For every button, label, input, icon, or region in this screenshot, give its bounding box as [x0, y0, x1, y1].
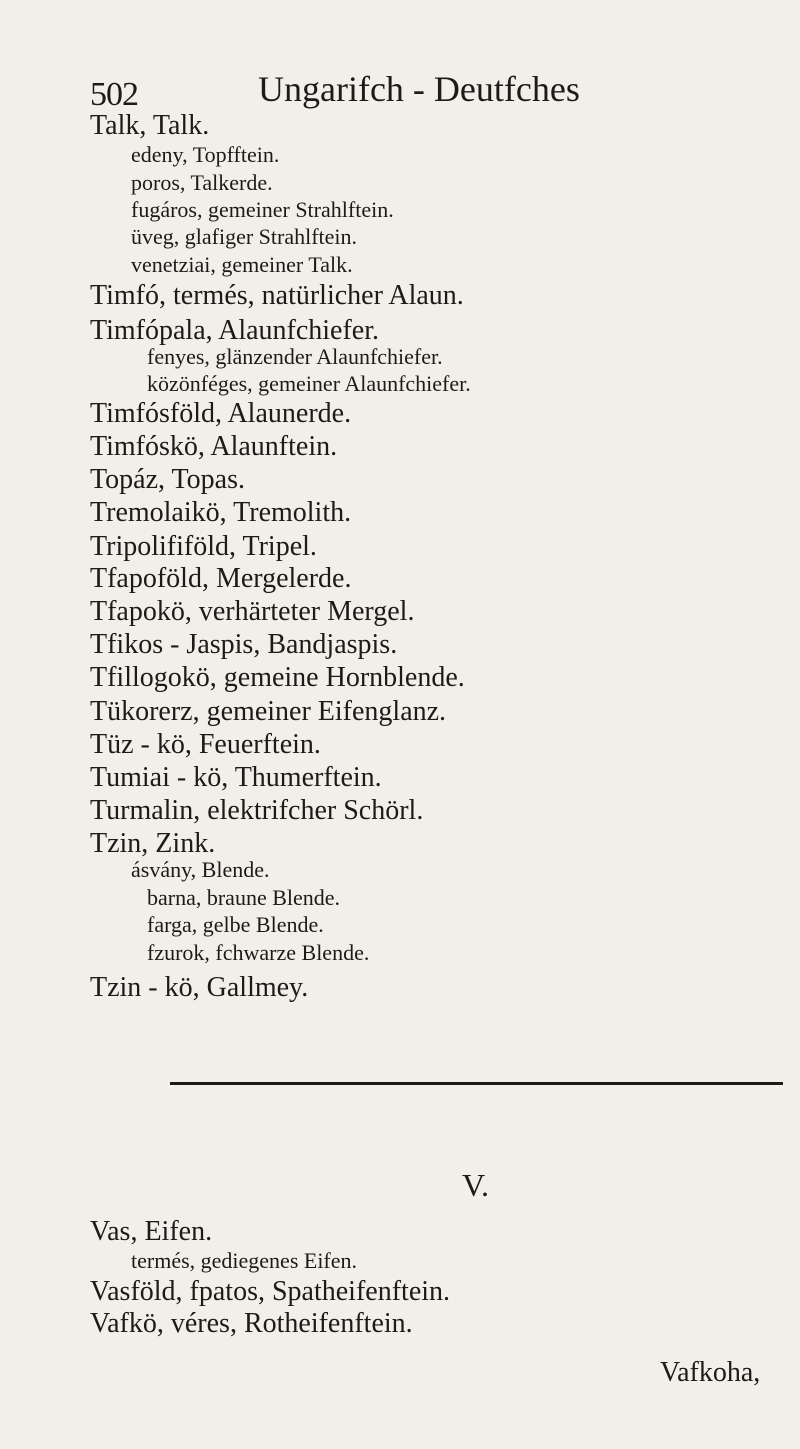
- entry-t-line-29: Tzin - kö, Gallmey.: [90, 972, 309, 1003]
- entry-v-line-2: termés, gediegenes Eifen.: [131, 1248, 358, 1273]
- entry-t-line-6: venetziai, gemeiner Talk.: [131, 252, 353, 277]
- entry-v-line-1: Vas, Eifen.: [90, 1216, 213, 1247]
- entry-t-line-17: Tfapokö, verhärteter Mergel.: [90, 596, 415, 627]
- section-number: V.: [462, 1167, 489, 1203]
- entry-t-line-26: barna, braune Blende.: [147, 885, 341, 910]
- entry-t-line-9: fenyes, glänzender Alaunfchiefer.: [147, 344, 443, 369]
- entry-t-line-23: Turmalin, elektrifcher Schörl.: [90, 795, 424, 826]
- entry-t-line-10: közönféges, gemeiner Alaunfchiefer.: [147, 371, 471, 396]
- entry-t-line-5: üveg, glafiger Strahlftein.: [131, 224, 358, 249]
- entry-v-line-4: Vafkö, véres, Rotheifenftein.: [90, 1308, 413, 1339]
- entry-t-line-7: Timfó, termés, natürlicher Alaun.: [90, 280, 464, 311]
- entry-t-line-15: Tripolififöld, Tripel.: [90, 531, 317, 562]
- entry-t-line-28: fzurok, fchwarze Blende.: [147, 940, 370, 965]
- entry-t-line-11: Timfósföld, Alaunerde.: [90, 398, 352, 429]
- entry-t-line-25: ásvány, Blende.: [131, 857, 270, 882]
- entry-v-line-3: Vasföld, fpatos, Spatheifenftein.: [90, 1276, 451, 1307]
- entry-t-line-8: Timfópala, Alaunfchiefer.: [90, 315, 380, 346]
- entry-t-line-4: fugáros, gemeiner Strahlftein.: [131, 197, 394, 222]
- entry-t-line-14: Tremolaikö, Tremolith.: [90, 497, 352, 528]
- entry-t-line-19: Tfillogokö, gemeine Hornblende.: [90, 662, 465, 693]
- entry-t-line-20: Tükorerz, gemeiner Eifenglanz.: [90, 696, 447, 727]
- entry-t-line-2: edeny, Topfftein.: [131, 142, 280, 167]
- entry-t-line-24: Tzin, Zink.: [90, 828, 216, 859]
- entry-t-line-12: Timfóskö, Alaunftein.: [90, 431, 338, 462]
- section-divider-rule: [170, 1082, 783, 1085]
- entry-t-line-22: Tumiai - kö, Thumerftein.: [90, 762, 382, 793]
- entry-t-line-13: Topáz, Topas.: [90, 464, 245, 495]
- entry-t-line-16: Tfapoföld, Mergelerde.: [90, 563, 352, 594]
- entry-t-line-1: Talk, Talk.: [90, 110, 210, 141]
- page-number: 502: [90, 76, 138, 113]
- entry-t-line-27: farga, gelbe Blende.: [147, 912, 324, 937]
- catchword: Vafkoha,: [660, 1357, 761, 1388]
- entry-t-line-21: Tüz - kö, Feuerftein.: [90, 729, 321, 760]
- entry-t-line-3: poros, Talkerde.: [131, 170, 273, 195]
- running-head: Ungarifch - Deutfches: [258, 69, 580, 109]
- entry-t-line-18: Tfikos - Jaspis, Bandjaspis.: [90, 629, 398, 660]
